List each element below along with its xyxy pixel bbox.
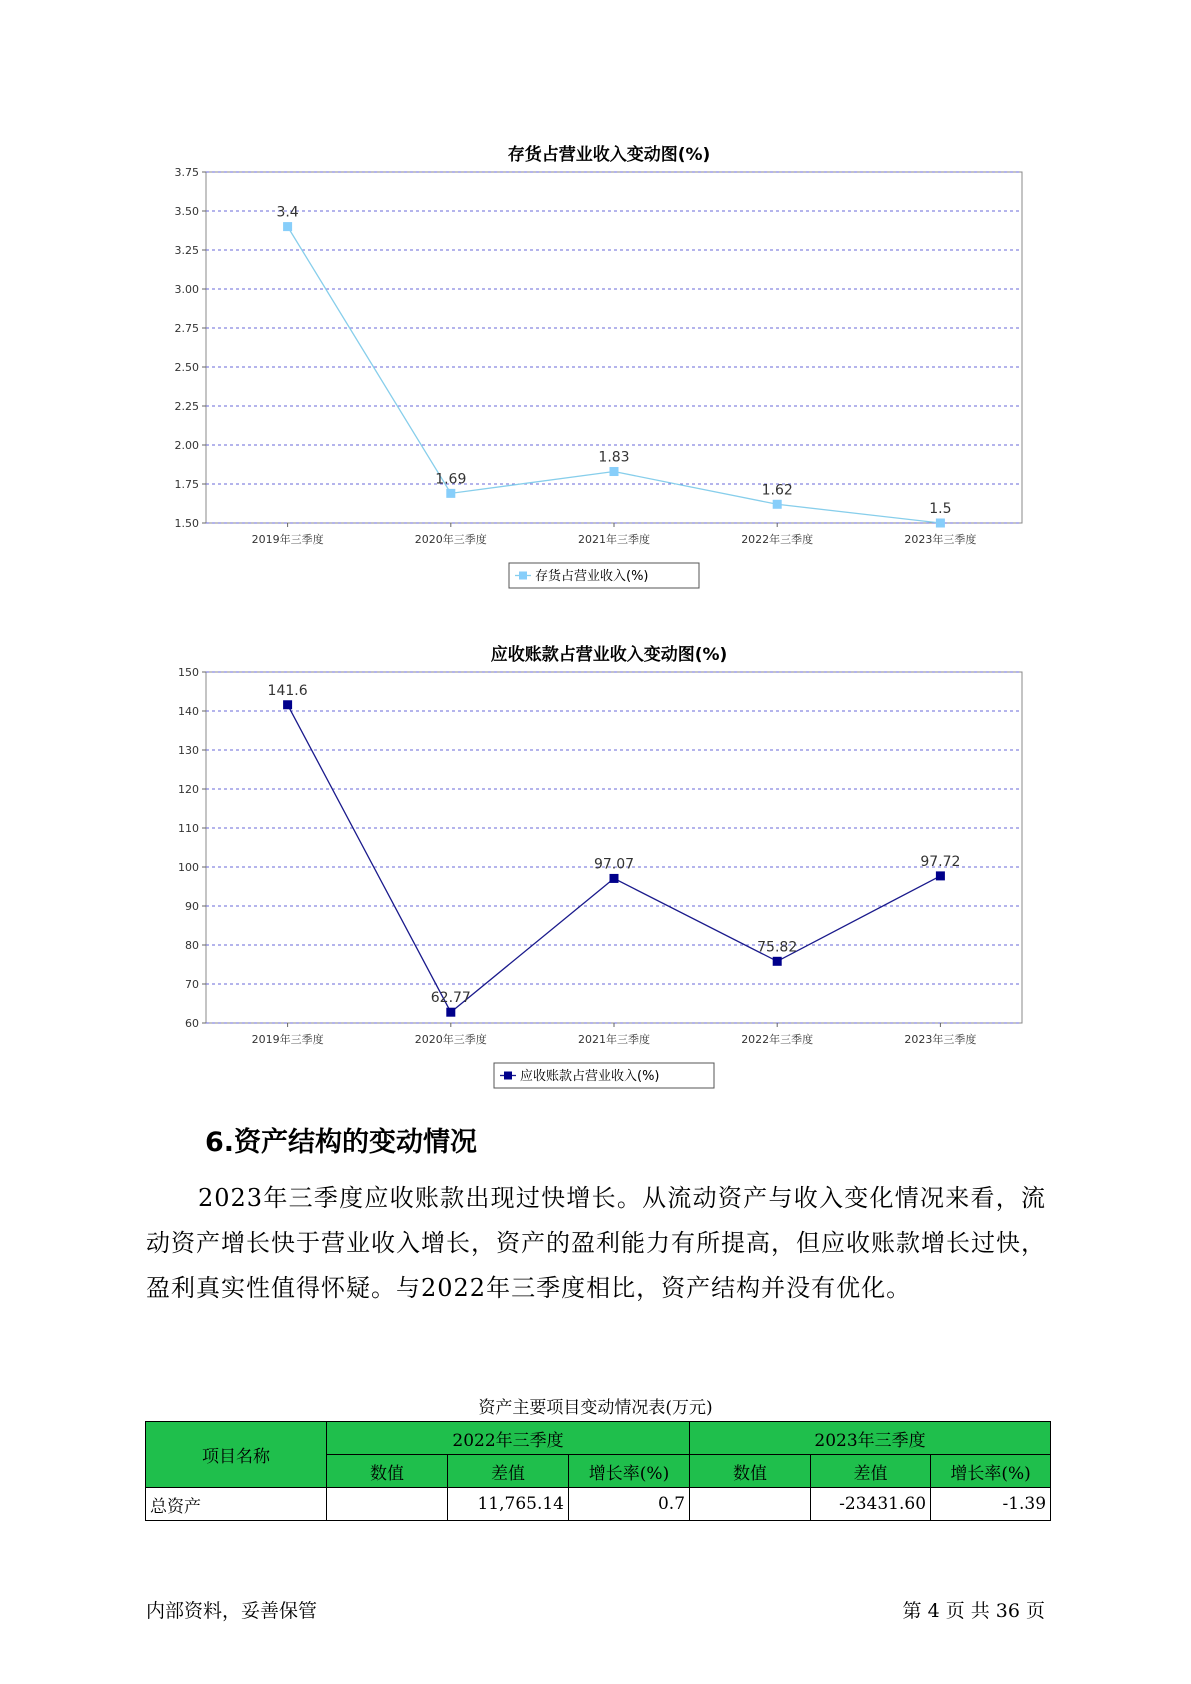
chart2-y-tick-label: 60	[185, 1017, 199, 1030]
header-rate-2023: 增长率(%)	[931, 1455, 1051, 1488]
row-rate-2023: -1.39	[931, 1488, 1051, 1521]
header-period-2022: 2022年三季度	[327, 1422, 690, 1455]
table-caption: 资产主要项目变动情况表(万元)	[478, 1398, 713, 1418]
chart1-data-label: 3.4	[276, 204, 299, 221]
chart2-y-tick-label: 90	[185, 900, 199, 913]
chart1-data-label: 1.5	[929, 501, 952, 517]
row-diff-2022: 11,765.14	[448, 1488, 569, 1521]
chart1-data-point	[936, 519, 945, 528]
chart1-data-point	[773, 500, 782, 509]
chart2-data-point	[773, 957, 782, 966]
receivables-ratio-chart	[0, 640, 1191, 1090]
chart2-legend-marker	[504, 1072, 512, 1080]
chart1-x-tick-label: 2021年三季度	[578, 533, 650, 546]
chart2-y-tick-label: 80	[185, 939, 199, 952]
chart2-x-tick-label: 2019年三季度	[251, 1033, 324, 1046]
chart2-data-label: 75.82	[757, 939, 798, 956]
row-value-2023	[690, 1488, 811, 1521]
chart1-data-point	[446, 489, 455, 498]
asset-change-table	[145, 1421, 1051, 1521]
section-heading: 6.资产结构的变动情况	[205, 1127, 478, 1158]
chart2-y-tick-label: 110	[178, 822, 199, 835]
chart2-x-tick-label: 2021年三季度	[578, 1033, 650, 1046]
inventory-ratio-chart-svg	[0, 140, 1191, 590]
chart2-data-label: 141.6	[267, 682, 308, 699]
chart1-y-tick-label: 3.75	[174, 166, 199, 179]
chart2-y-tick-label: 120	[178, 783, 199, 796]
chart1-data-point	[610, 467, 619, 476]
receivables-ratio-chart-svg	[0, 640, 1191, 1090]
chart1-y-tick-label: 3.25	[174, 244, 199, 257]
header-diff-2022: 差值	[448, 1455, 569, 1488]
chart1-y-tick-label: 2.00	[174, 439, 199, 452]
header-diff-2023: 差值	[811, 1455, 931, 1488]
chart2-y-tick-label: 100	[178, 861, 199, 874]
chart2-plot-area	[206, 672, 1022, 1023]
chart1-x-tick-label: 2023年三季度	[904, 533, 977, 546]
chart1-data-label: 1.62	[761, 482, 793, 499]
chart1-legend-marker	[519, 572, 527, 580]
chart2-data-label: 97.07	[593, 856, 635, 873]
header-value-2023: 数值	[690, 1455, 811, 1488]
header-value-2022: 数值	[327, 1455, 448, 1488]
inventory-ratio-chart	[0, 140, 1191, 590]
table-row	[146, 1488, 1051, 1521]
chart2-data-point	[610, 874, 619, 883]
row-rate-2022: 0.7	[569, 1488, 690, 1521]
header-rate-2022: 增长率(%)	[569, 1455, 690, 1488]
header-item-name: 项目名称	[146, 1422, 327, 1488]
chart1-y-tick-label: 2.50	[174, 361, 199, 374]
chart1-y-tick-label: 3.50	[174, 205, 199, 218]
chart1-x-tick-label: 2020年三季度	[414, 533, 487, 546]
chart2-y-tick-label: 150	[178, 666, 199, 679]
chart2-x-tick-label: 2023年三季度	[904, 1033, 977, 1046]
chart2-data-point	[446, 1008, 455, 1017]
chart1-data-label: 1.69	[435, 471, 467, 488]
chart1-data-point	[283, 222, 292, 231]
row-value-2022	[327, 1488, 448, 1521]
chart1-x-tick-label: 2022年三季度	[741, 533, 814, 546]
chart1-y-tick-label: 1.50	[174, 517, 199, 530]
chart1-title: 存货占营业收入变动图(%)	[507, 145, 711, 165]
chart1-legend-label: 存货占营业收入(%)	[535, 569, 649, 584]
chart2-legend	[494, 1063, 714, 1088]
chart2-y-tick-label: 70	[185, 978, 199, 991]
chart1-legend	[509, 563, 699, 588]
chart2-x-tick-label: 2022年三季度	[741, 1033, 814, 1046]
chart2-legend-label: 应收账款占营业收入(%)	[520, 1069, 660, 1084]
chart2-title: 应收账款占营业收入变动图(%)	[490, 645, 728, 665]
row-name: 总资产	[146, 1488, 327, 1521]
chart2-y-tick-label: 140	[178, 705, 199, 718]
header-period-2023: 2023年三季度	[690, 1422, 1051, 1455]
page-number: 第 4 页 共 36 页	[902, 1600, 1045, 1622]
chart2-y-tick-label: 130	[178, 744, 199, 757]
chart2-data-label: 97.72	[920, 853, 961, 870]
chart1-x-tick-label: 2019年三季度	[251, 533, 324, 546]
chart1-y-tick-label: 1.75	[174, 478, 199, 491]
chart2-data-point	[936, 871, 945, 880]
section-paragraph: 2023年三季度应收账款出现过快增长。从流动资产与收入变化情况来看，流动资产增长快于营业收入增长，资产的盈利能力有所提高，但应收账款增长过快，盈利真实性值得怀疑。与2022年三季度相比，资产结构并没有优化。	[146, 1184, 1046, 1302]
footer-note: 内部资料，妥善保管	[146, 1600, 318, 1622]
chart2-data-label: 62.77	[430, 990, 471, 1007]
chart2-x-tick-label: 2020年三季度	[414, 1033, 487, 1046]
chart2-data-point	[283, 700, 292, 709]
chart1-y-tick-label: 2.75	[174, 322, 199, 335]
row-diff-2023: -23431.60	[811, 1488, 931, 1521]
chart1-data-label: 1.83	[598, 449, 630, 466]
chart1-y-tick-label: 3.00	[174, 283, 199, 296]
chart1-y-tick-label: 2.25	[174, 400, 199, 413]
